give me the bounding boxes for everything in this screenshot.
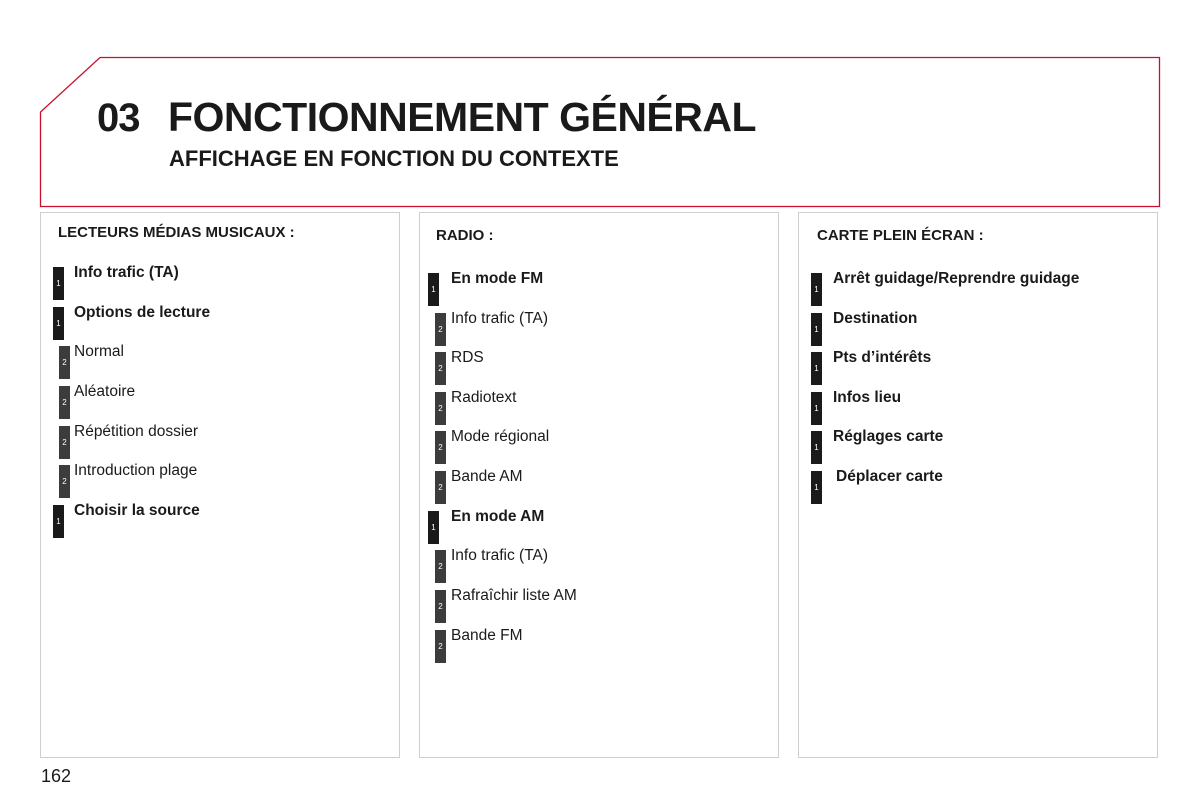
level-1-marker: 1 (811, 431, 822, 464)
menu-item-infos-lieu: Infos lieu (833, 389, 902, 406)
level-2-marker: 2 (435, 392, 446, 425)
menu-item-mode-am: En mode AM (451, 508, 545, 525)
menu-item-rds: RDS (451, 349, 484, 366)
level-2-marker: 2 (435, 471, 446, 504)
level-1-marker: 1 (811, 471, 822, 504)
menu-item-mode-fm: En mode FM (451, 270, 544, 287)
menu-item-radiotext: Radiotext (451, 389, 517, 406)
level-2-marker: 2 (435, 590, 446, 623)
level-1-marker: 1 (811, 273, 822, 306)
panel-title: LECTEURS MÉDIAS MUSICAUX : (58, 224, 295, 241)
menu-item-bande-am: Bande AM (451, 468, 523, 485)
panel-title: RADIO : (436, 227, 494, 244)
section-title: AFFICHAGE EN FONCTION DU CONTEXTE (169, 146, 619, 171)
panel-title: CARTE PLEIN ÉCRAN : (817, 227, 984, 244)
level-2-marker: 2 (59, 346, 70, 379)
level-2-marker: 2 (435, 550, 446, 583)
menu-item-pts-interets: Pts d’intérêts (833, 349, 932, 366)
menu-item-choisir-source: Choisir la source (74, 502, 200, 519)
menu-item-bande-fm: Bande FM (451, 627, 523, 644)
level-1-marker: 1 (811, 313, 822, 346)
level-1-marker: 1 (53, 505, 64, 538)
radio-panel (419, 212, 779, 758)
menu-item-aleatoire: Aléatoire (74, 383, 136, 400)
level-1-marker: 1 (53, 267, 64, 300)
page-number: 162 (41, 766, 72, 786)
level-2-marker: 2 (59, 386, 70, 419)
level-2-marker: 2 (59, 426, 70, 459)
menu-item-normal: Normal (74, 343, 124, 360)
menu-item-repetition-dossier: Répétition dossier (74, 423, 199, 440)
menu-item-options-lecture: Options de lecture (74, 304, 211, 321)
menu-item-info-trafic: Info trafic (TA) (74, 264, 179, 281)
chapter-number: 03 (97, 96, 140, 140)
fullscreen-map-panel (798, 212, 1158, 758)
level-2-marker: 2 (435, 352, 446, 385)
level-1-marker: 1 (53, 307, 64, 340)
menu-item-arret-guidage: Arrêt guidage/Reprendre guidage (833, 270, 1080, 287)
media-players-panel (40, 212, 400, 758)
level-2-marker: 2 (435, 313, 446, 346)
level-1-marker: 1 (428, 511, 439, 544)
menu-item-deplacer-carte: Déplacer carte (836, 468, 943, 485)
level-2-marker: 2 (59, 465, 70, 498)
level-1-marker: 1 (811, 352, 822, 385)
menu-item-reglages-carte: Réglages carte (833, 428, 944, 445)
menu-item-info-trafic-am: Info trafic (TA) (451, 547, 549, 564)
menu-item-info-trafic: Info trafic (TA) (451, 310, 549, 327)
menu-item-introduction-plage: Introduction plage (74, 462, 198, 479)
level-1-marker: 1 (811, 392, 822, 425)
level-2-marker: 2 (435, 431, 446, 464)
chapter-title: FONCTIONNEMENT GÉNÉRAL (168, 94, 757, 140)
menu-item-destination: Destination (833, 310, 918, 327)
level-2-marker: 2 (435, 630, 446, 663)
level-1-marker: 1 (428, 273, 439, 306)
menu-item-rafraichir-liste-am: Rafraîchir liste AM (451, 587, 577, 604)
menu-item-mode-regional: Mode régional (451, 428, 550, 445)
